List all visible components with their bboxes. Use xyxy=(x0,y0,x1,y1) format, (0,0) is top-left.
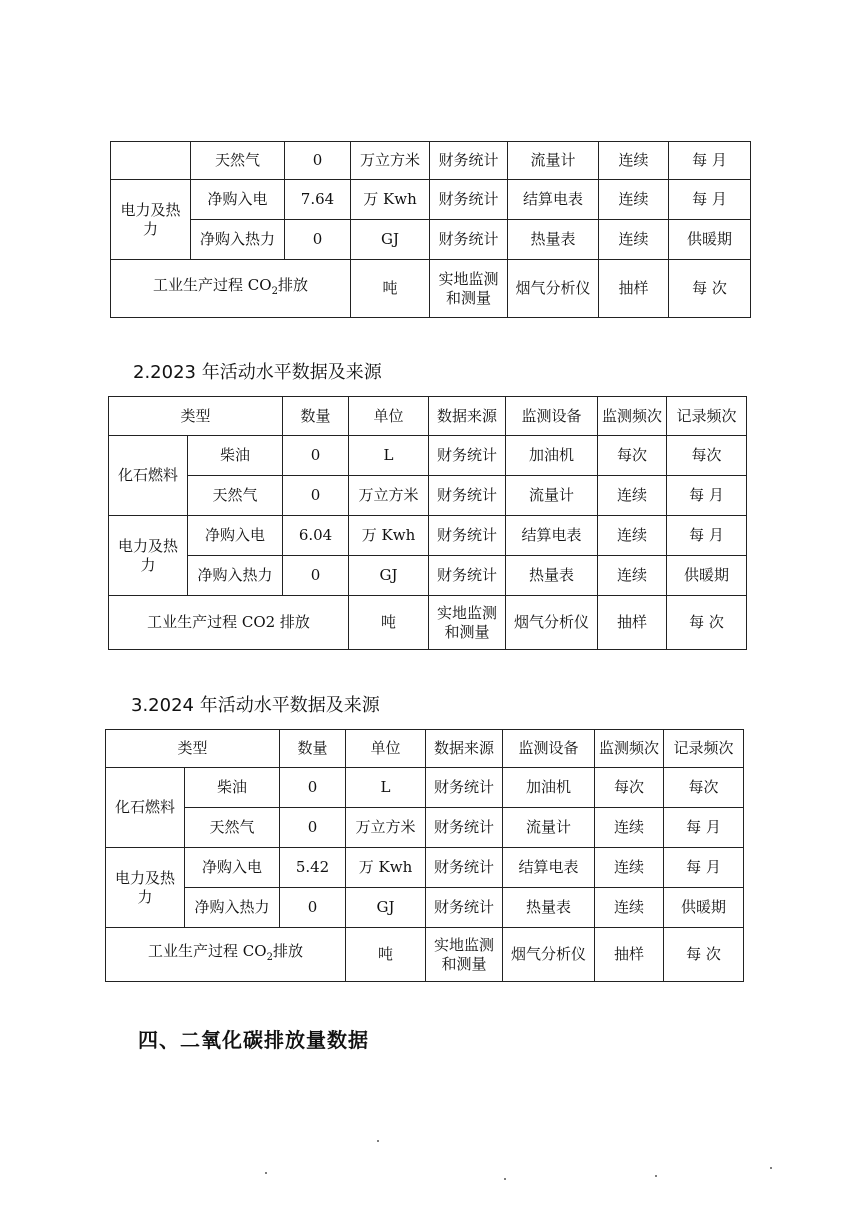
unit-cell: 万 Kwh xyxy=(349,516,429,556)
process-label-cell: 工业生产过程 CO2 排放 xyxy=(109,596,349,650)
unit-cell: L xyxy=(349,436,429,476)
device-cell: 烟气分析仪 xyxy=(503,928,595,982)
record-cell: 供暖期 xyxy=(669,220,751,260)
source-cell: 财务统计 xyxy=(426,768,503,808)
freq-cell: 连续 xyxy=(595,808,664,848)
record-cell: 每次 xyxy=(664,768,744,808)
device-cell: 热量表 xyxy=(503,888,595,928)
process-label-suffix: 排放 xyxy=(272,942,303,960)
table-row xyxy=(109,556,747,596)
header-unit: 单位 xyxy=(349,397,429,436)
table-row xyxy=(106,768,744,808)
header-record: 记录频次 xyxy=(664,730,744,768)
header-type: 类型 xyxy=(106,730,280,768)
source-cell: 财务统计 xyxy=(429,516,506,556)
unit-cell: GJ xyxy=(351,220,430,260)
table-row xyxy=(111,142,751,180)
freq-cell: 连续 xyxy=(595,848,664,888)
table-header-row xyxy=(106,730,744,768)
qty-cell: 0 xyxy=(283,476,349,516)
table-header-row xyxy=(109,397,747,436)
type-cell: 柴油 xyxy=(188,436,283,476)
unit-cell: 吨 xyxy=(351,260,430,318)
source-cell: 财务统计 xyxy=(429,476,506,516)
freq-cell: 抽样 xyxy=(598,596,667,650)
device-cell: 流量计 xyxy=(506,476,598,516)
process-label-cell xyxy=(106,928,346,982)
qty-cell: 6.04 xyxy=(283,516,349,556)
freq-cell: 连续 xyxy=(595,888,664,928)
freq-cell: 每次 xyxy=(598,436,667,476)
unit-cell: GJ xyxy=(349,556,429,596)
unit-cell: 吨 xyxy=(349,596,429,650)
freq-cell: 连续 xyxy=(598,516,667,556)
header-qty: 数量 xyxy=(280,730,346,768)
process-label-subscript: 2 xyxy=(266,952,273,963)
section-heading-2024: 3.2024 年活动水平数据及来源 xyxy=(131,695,380,716)
freq-cell: 连续 xyxy=(599,142,669,180)
table-row xyxy=(111,220,751,260)
record-cell: 每 次 xyxy=(669,260,751,318)
source-cell: 实地监测和测量 xyxy=(426,928,503,982)
device-cell: 热量表 xyxy=(508,220,599,260)
device-cell: 结算电表 xyxy=(503,848,595,888)
type-cell: 净购入电 xyxy=(191,180,285,220)
process-label-cell xyxy=(111,260,351,318)
device-cell: 热量表 xyxy=(506,556,598,596)
unit-cell: 万立方米 xyxy=(346,808,426,848)
record-cell: 每 月 xyxy=(664,808,744,848)
unit-cell: 万立方米 xyxy=(351,142,430,180)
record-cell: 每 月 xyxy=(669,142,751,180)
qty-cell: 0 xyxy=(280,808,346,848)
freq-cell: 连续 xyxy=(599,220,669,260)
record-cell: 每 月 xyxy=(667,476,747,516)
record-cell: 每次 xyxy=(667,436,747,476)
source-cell: 财务统计 xyxy=(430,142,508,180)
device-cell: 结算电表 xyxy=(508,180,599,220)
table-row xyxy=(111,180,751,220)
freq-cell: 连续 xyxy=(598,556,667,596)
header-source: 数据来源 xyxy=(426,730,503,768)
table-row xyxy=(106,848,744,888)
source-cell: 财务统计 xyxy=(430,180,508,220)
type-cell: 柴油 xyxy=(185,768,280,808)
header-device: 监测设备 xyxy=(503,730,595,768)
unit-cell: 万立方米 xyxy=(349,476,429,516)
device-cell: 结算电表 xyxy=(506,516,598,556)
record-cell: 每 次 xyxy=(667,596,747,650)
section-heading-2023: 2.2023 年活动水平数据及来源 xyxy=(133,362,382,383)
header-freq: 监测频次 xyxy=(595,730,664,768)
freq-cell: 连续 xyxy=(598,476,667,516)
source-cell: 财务统计 xyxy=(426,848,503,888)
scan-speck xyxy=(504,1178,506,1180)
type-cell: 净购入电 xyxy=(188,516,283,556)
source-cell: 实地监测和测量 xyxy=(429,596,506,650)
record-cell: 每 月 xyxy=(664,848,744,888)
record-cell: 供暖期 xyxy=(667,556,747,596)
header-type: 类型 xyxy=(109,397,283,436)
table-row-process xyxy=(109,596,747,650)
device-cell: 烟气分析仪 xyxy=(506,596,598,650)
table-row xyxy=(109,476,747,516)
header-unit: 单位 xyxy=(346,730,426,768)
freq-cell: 连续 xyxy=(599,180,669,220)
freq-cell: 抽样 xyxy=(595,928,664,982)
device-cell: 流量计 xyxy=(503,808,595,848)
scan-speck xyxy=(377,1140,379,1142)
record-cell: 每 月 xyxy=(669,180,751,220)
qty-cell: 0 xyxy=(283,436,349,476)
source-cell: 财务统计 xyxy=(426,888,503,928)
group-cell-power: 电力及热力 xyxy=(106,848,185,928)
qty-cell: 0 xyxy=(280,888,346,928)
scan-speck xyxy=(770,1167,772,1169)
scan-speck xyxy=(265,1172,267,1174)
process-label-suffix: 排放 xyxy=(277,276,308,294)
source-cell: 财务统计 xyxy=(429,556,506,596)
device-cell: 加油机 xyxy=(503,768,595,808)
device-cell: 烟气分析仪 xyxy=(508,260,599,318)
source-cell: 财务统计 xyxy=(430,220,508,260)
header-qty: 数量 xyxy=(283,397,349,436)
unit-cell: L xyxy=(346,768,426,808)
header-freq: 监测频次 xyxy=(598,397,667,436)
source-cell: 财务统计 xyxy=(429,436,506,476)
qty-cell: 7.64 xyxy=(285,180,351,220)
activity-table-2023 xyxy=(108,396,747,650)
group-cell-blank xyxy=(111,142,191,180)
qty-cell: 0 xyxy=(285,220,351,260)
qty-cell: 0 xyxy=(283,556,349,596)
table-row-process xyxy=(106,928,744,982)
header-source: 数据来源 xyxy=(429,397,506,436)
scan-speck xyxy=(655,1175,657,1177)
table-row xyxy=(106,808,744,848)
type-cell: 净购入热力 xyxy=(188,556,283,596)
qty-cell: 0 xyxy=(285,142,351,180)
unit-cell: 万 Kwh xyxy=(351,180,430,220)
record-cell: 供暖期 xyxy=(664,888,744,928)
unit-cell: GJ xyxy=(346,888,426,928)
source-cell: 财务统计 xyxy=(426,808,503,848)
type-cell: 天然气 xyxy=(188,476,283,516)
group-cell-power: 电力及热力 xyxy=(109,516,188,596)
section-heading-co2-emissions: 四、二氧化碳排放量数据 xyxy=(138,1028,369,1052)
type-cell: 天然气 xyxy=(185,808,280,848)
qty-cell: 0 xyxy=(280,768,346,808)
type-cell: 净购入热力 xyxy=(191,220,285,260)
type-cell: 净购入热力 xyxy=(185,888,280,928)
unit-cell: 万 Kwh xyxy=(346,848,426,888)
source-cell: 实地监测和测量 xyxy=(430,260,508,318)
record-cell: 每 月 xyxy=(667,516,747,556)
qty-cell: 5.42 xyxy=(280,848,346,888)
freq-cell: 抽样 xyxy=(599,260,669,318)
table-row xyxy=(106,888,744,928)
record-cell: 每 次 xyxy=(664,928,744,982)
process-label-subscript: 2 xyxy=(271,286,278,297)
type-cell: 天然气 xyxy=(191,142,285,180)
activity-table-2024 xyxy=(105,729,744,982)
group-cell-fossil: 化石燃料 xyxy=(109,436,188,516)
process-label: 工业生产过程 CO xyxy=(153,276,272,294)
group-cell-fossil: 化石燃料 xyxy=(106,768,185,848)
device-cell: 流量计 xyxy=(508,142,599,180)
table-row-process xyxy=(111,260,751,318)
type-cell: 净购入电 xyxy=(185,848,280,888)
activity-table-continued xyxy=(110,141,751,318)
process-label: 工业生产过程 CO xyxy=(148,942,267,960)
table-row xyxy=(109,436,747,476)
header-record: 记录频次 xyxy=(667,397,747,436)
table-row xyxy=(109,516,747,556)
unit-cell: 吨 xyxy=(346,928,426,982)
group-cell-power: 电力及热力 xyxy=(111,180,191,260)
device-cell: 加油机 xyxy=(506,436,598,476)
header-device: 监测设备 xyxy=(506,397,598,436)
freq-cell: 每次 xyxy=(595,768,664,808)
